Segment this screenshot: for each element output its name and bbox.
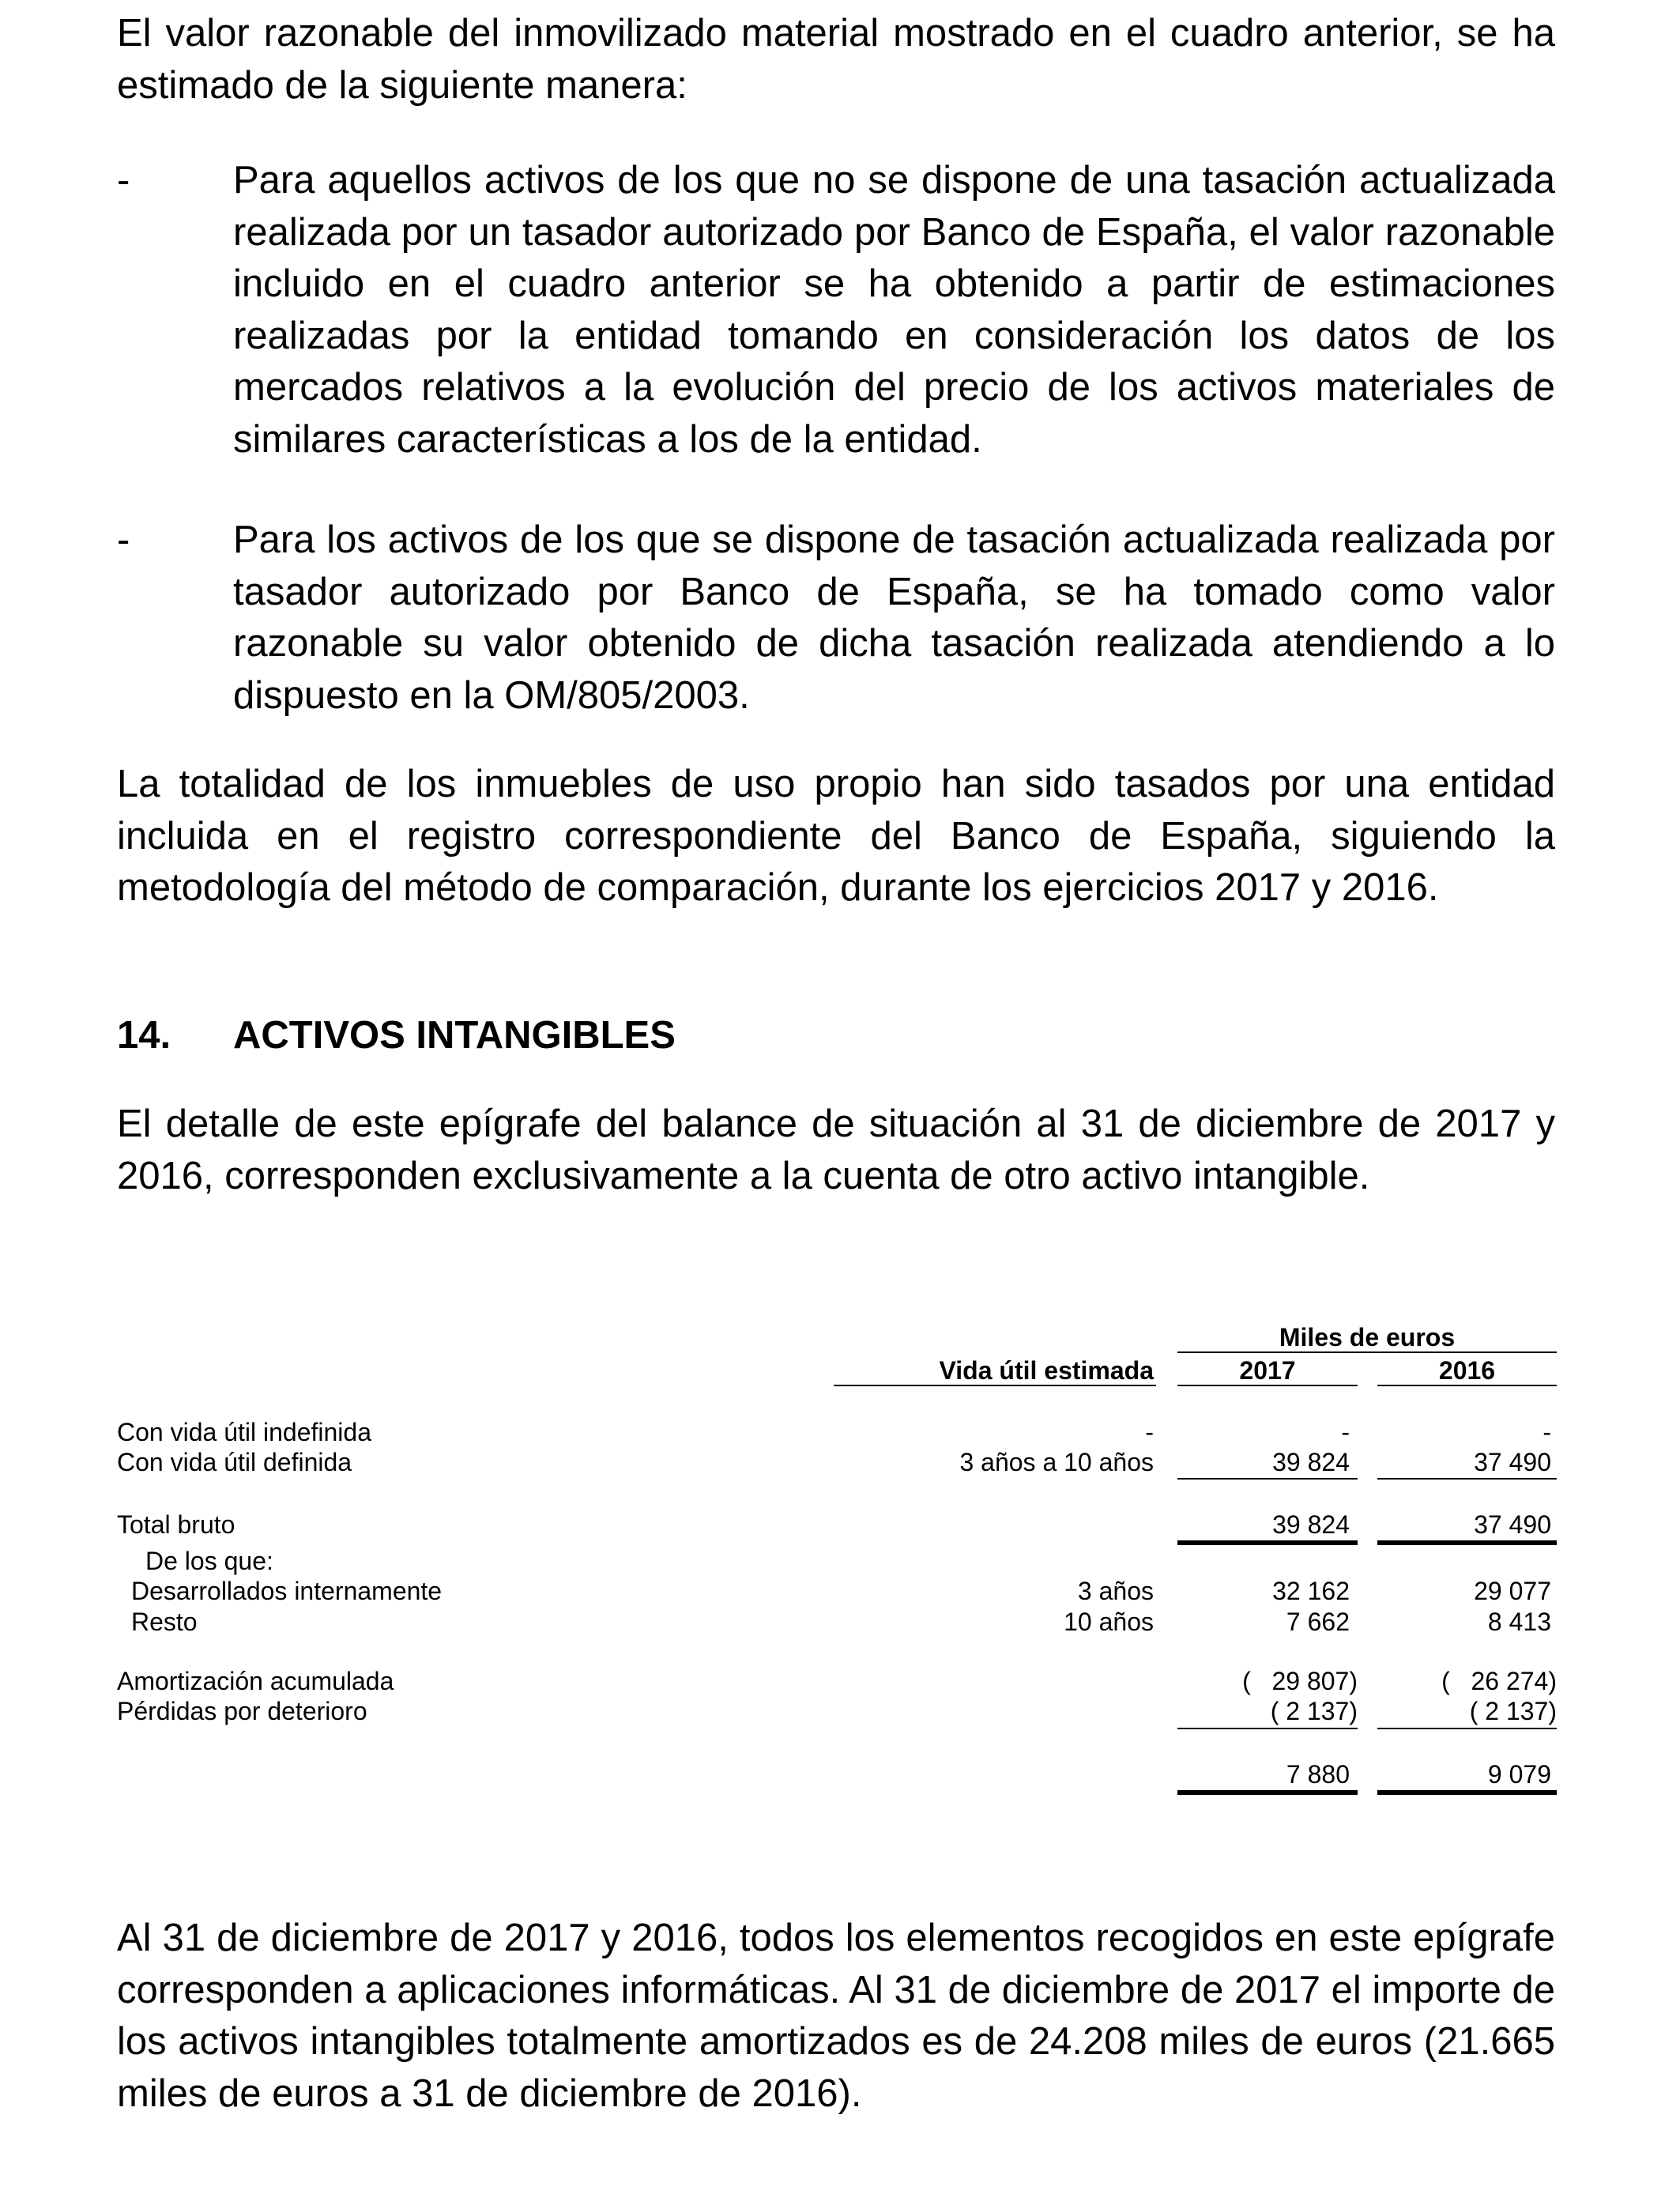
row-label: De los que: [145,1547,273,1575]
group-header-rule [1177,1351,1557,1353]
col-header-2016: 2016 [1438,1356,1496,1385]
bullet-item-1: Para aquellos activos de los que no se dispone de una tasación actualizada realizada por un tasador autorizado por Banco de España, el valor razonable incluido en el cuadro anterior se ha obtenido a partir de estimaciones realizadas por la entidad tomando en consideración los datos de los mercados relativos a la evolución del precio de los activos materiales de similares características a los de la entidad. [233,159,1555,461]
total-rule-2016 [1377,1790,1557,1795]
section-number: 14. [117,1014,171,1057]
subtotal-rule-2016 [1377,1728,1557,1729]
bullet-item-2: Para los activos de los que se dispone de tasación actualizada realizada por tasador autorizado por Banco de España, se ha tomado como valor razonable su valor obtenido de dicha tasación realizada atendiendo a lo dispuesto en la OM/805/2003. [233,518,1555,717]
row-2016: - [1543,1418,1551,1446]
col-header-vida: Vida útil estimada [939,1356,1154,1385]
bullet-marker: - [117,518,130,561]
row-vida: - [1145,1418,1154,1446]
row-label: Con vida útil definida [117,1448,352,1476]
total-rule-2017 [1177,1790,1358,1795]
row-vida: 3 años [1077,1577,1154,1605]
col-header-2017: 2017 [1239,1356,1296,1385]
row-2016: 9 079 [1487,1760,1551,1789]
subtotal-rule-2017 [1177,1728,1358,1729]
total-rule-2017 [1177,1540,1358,1545]
row-2016: 8 413 [1487,1608,1551,1636]
row-2016: 37 490 [1474,1510,1551,1539]
final-paragraph: Al 31 de diciembre de 2017 y 2016, todos los elementos recogidos en este epígrafe corresponden a aplicaciones informáticas. Al 31 de diciembre de 2017 el importe de los activos intangibles totalmente amortizados es de 24.208 miles de euros (21.665 miles de euros a 31 de diciembre de 2016). [117,1917,1555,2115]
row-vida: 10 años [1064,1608,1154,1636]
row-2016: 37 490 [1474,1448,1551,1476]
row-2017: ( 2 137) [1270,1697,1358,1725]
intro-paragraph: El valor razonable del inmovilizado material mostrado en el cuadro anterior, se ha estimado de la siguiente manera: [117,12,1555,107]
total-rule-2016 [1377,1540,1557,1545]
header-rule-vida [834,1385,1156,1386]
row-label: Desarrollados internamente [131,1577,443,1605]
row-label: Resto [131,1608,198,1636]
row-label: Con vida útil indefinida [117,1418,371,1446]
group-header: Miles de euros [1279,1323,1456,1351]
row-2017: 32 162 [1272,1577,1350,1605]
subtotal-rule-2016 [1377,1478,1557,1480]
row-2016: 29 077 [1474,1577,1551,1605]
row-2017: 7 662 [1286,1608,1350,1636]
row-2016: ( 2 137) [1469,1697,1557,1725]
row-vida: 3 años a 10 años [959,1448,1154,1476]
detalle-paragraph: El detalle de este epígrafe del balance de situación al 31 de diciembre de 2017 y 2016, corresponden exclusivamente a la cuenta de otro activo intangible. [117,1103,1555,1197]
section-title: ACTIVOS INTANGIBLES [233,1014,676,1057]
bullet-marker: - [117,159,130,202]
row-2017: 7 880 [1286,1760,1350,1789]
row-label: Total bruto [117,1510,235,1539]
tasacion-paragraph: La totalidad de los inmuebles de uso propio han sido tasados por una entidad incluida en el registro correspondiente del Banco de España, siguiendo la metodología del método de comparación, durante los ejercicios 2017 y 2016. [117,763,1555,909]
row-2017: ( 29 807) [1242,1667,1358,1695]
subtotal-rule-2017 [1177,1478,1358,1480]
row-2016: ( 26 274) [1441,1667,1557,1695]
row-2017: 39 824 [1272,1448,1350,1476]
row-2017: 39 824 [1272,1510,1350,1539]
row-2017: - [1341,1418,1350,1446]
header-rule-2016 [1377,1385,1557,1386]
row-label: Pérdidas por deterioro [117,1697,367,1725]
header-rule-2017 [1177,1385,1358,1386]
row-label: Amortización acumulada [117,1667,394,1695]
